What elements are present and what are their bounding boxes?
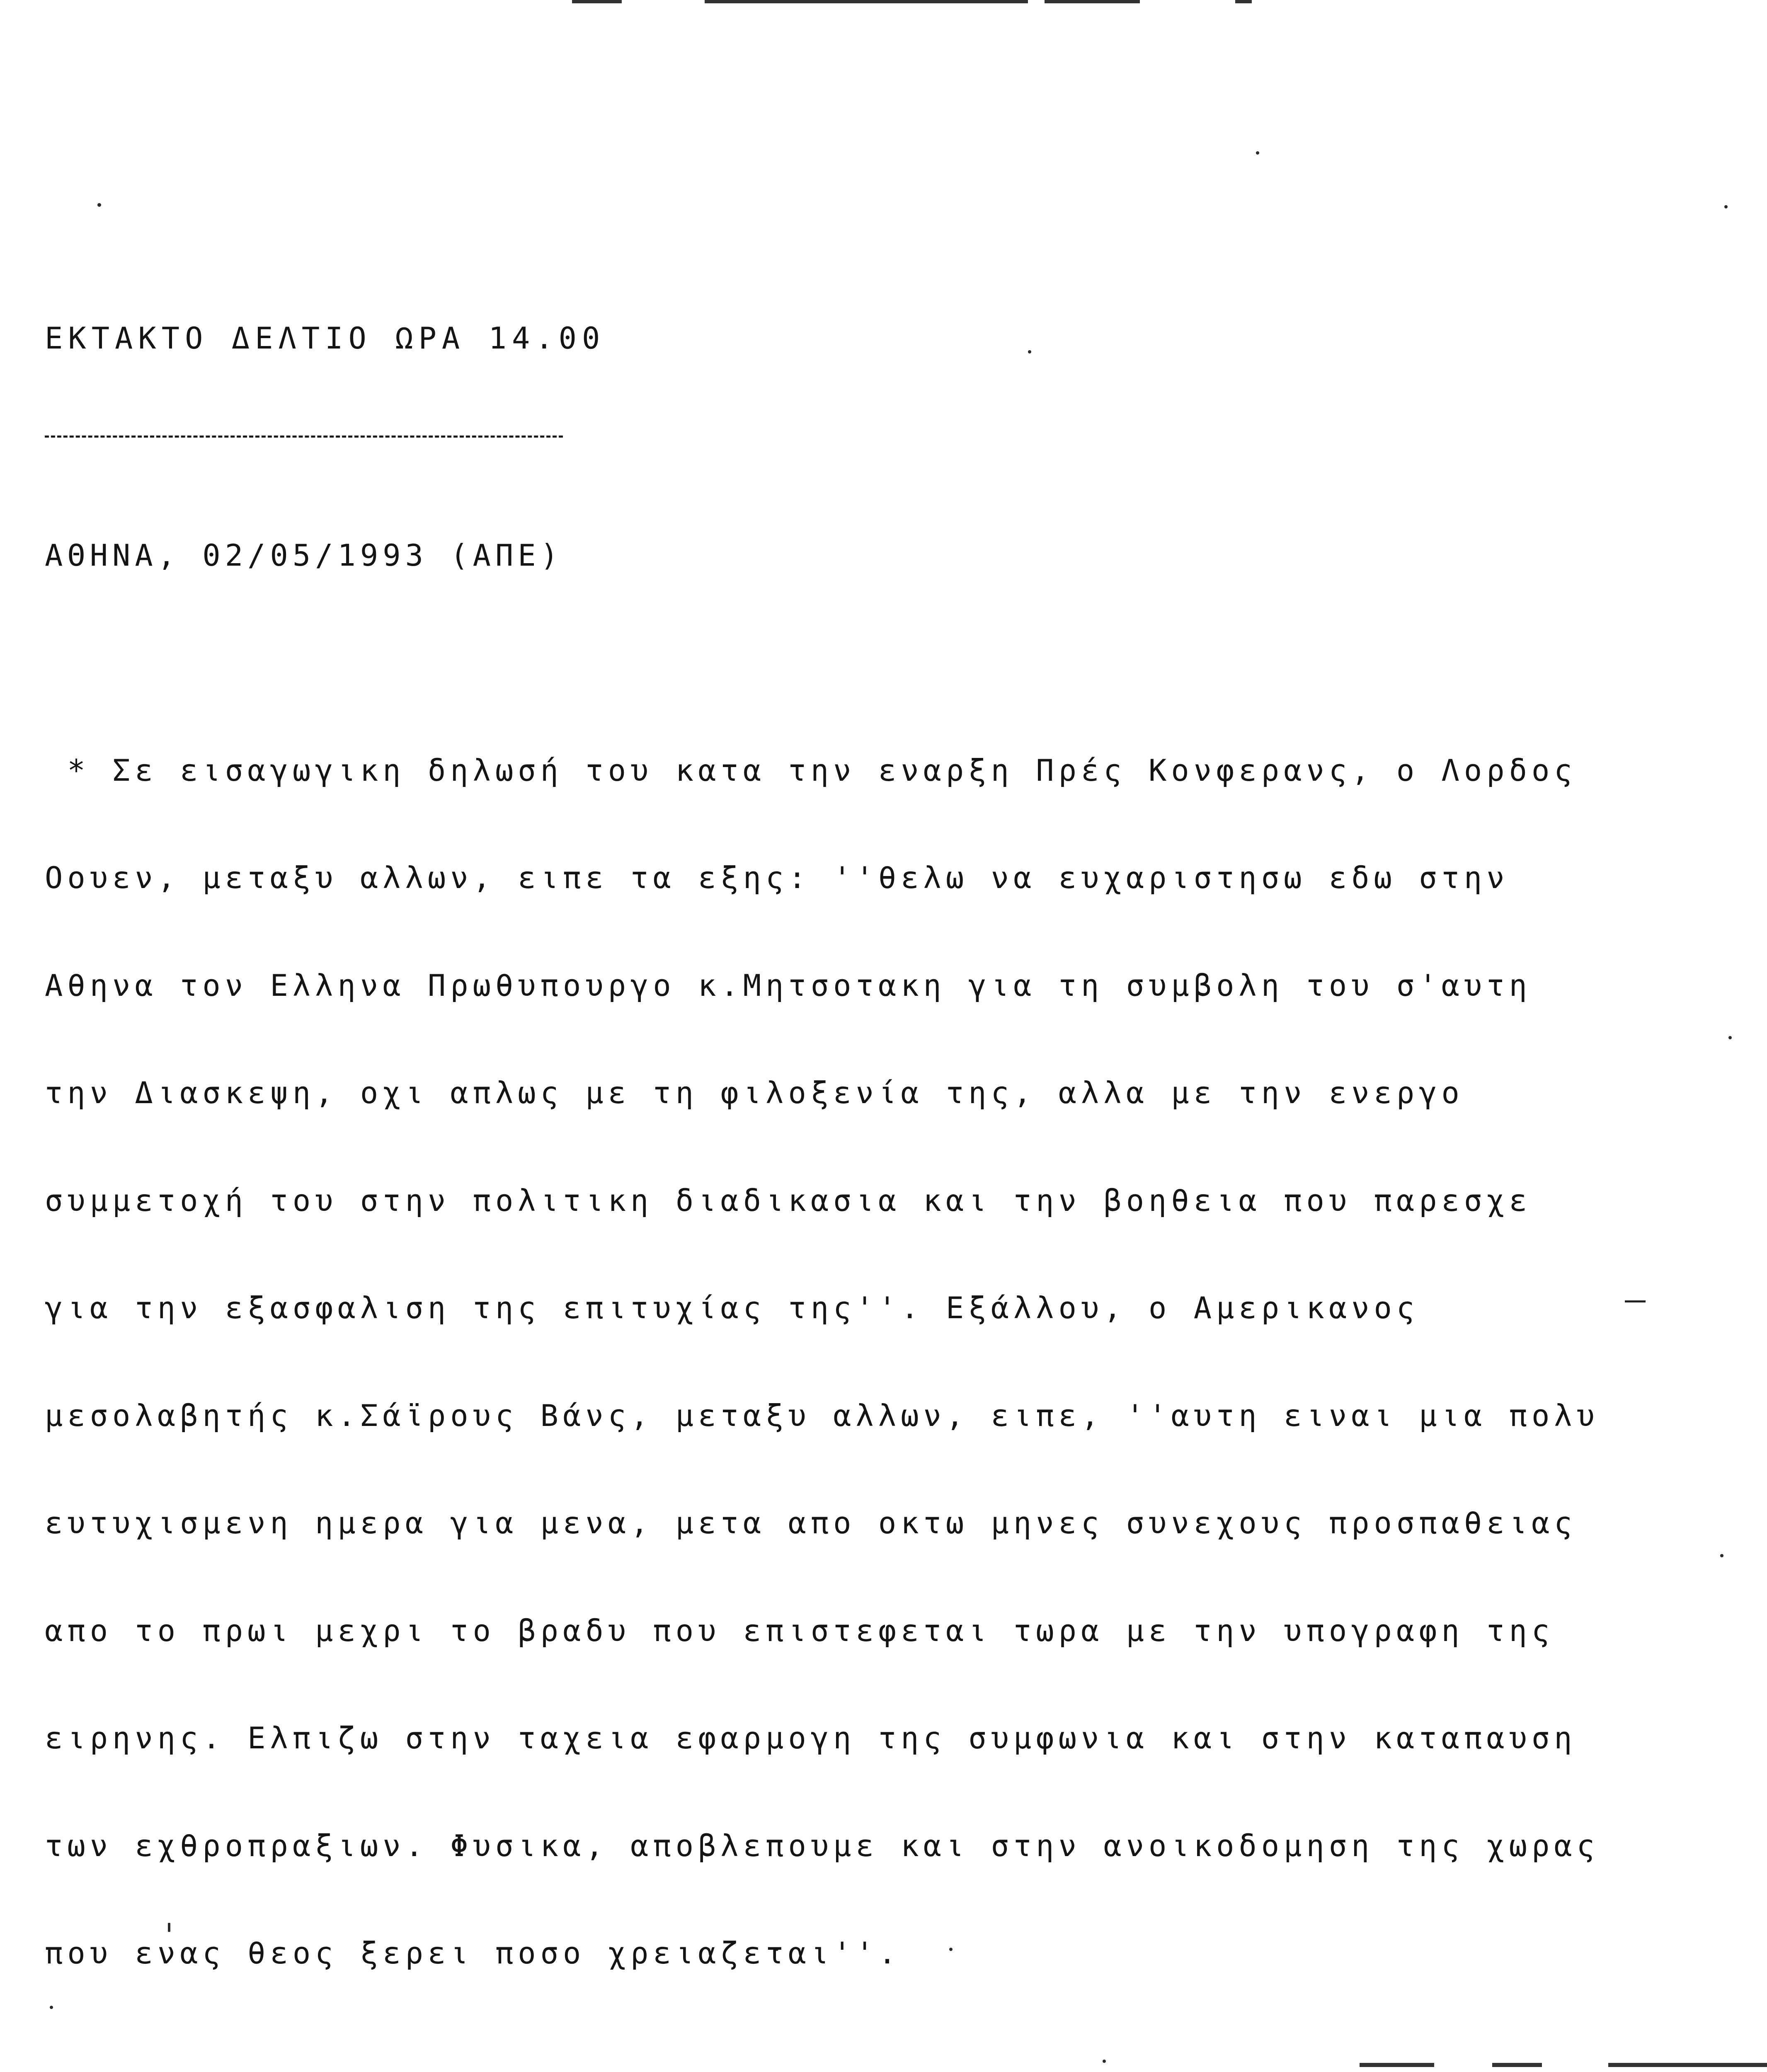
scan-speck [1720, 1554, 1723, 1557]
bulletin-title: ΕΚΤΑΚΤΟ ΔΕΛΤΙΟ ΩΡΑ 14.00 [45, 321, 606, 356]
scan-edge-top-4 [1235, 0, 1252, 3]
scan-edge-top-2 [705, 0, 1028, 3]
text-line: των εχθροπραξιων. Φυσικα, αποβλεπουμε και στην ανοικοδομηση της χωρας [45, 1828, 1599, 1863]
text-line: * Σε εισαγωγικη δηλωσή του κατα την εναρξη Πρές Κονφερανς, ο Λορδος [45, 753, 1577, 788]
title-underline [45, 436, 563, 454]
scan-speck [1728, 1036, 1732, 1039]
text-line: ευτυχισμενη ημερα για μενα, μετα απο οκτω μηνες συνεχους προσπαθειας [45, 1506, 1577, 1540]
scan-speck [97, 203, 101, 207]
scan-edge-bottom-3 [1608, 2063, 1767, 2067]
text-line: απο το πρωι μεχρι το βραδυ που επιστεφεται τωρα με την υπογραφη της [45, 1613, 1554, 1648]
text-line: την Διασκεψη, οχι απλως με τη φιλοξενία της, αλλα με την ενεργο [45, 1075, 1464, 1110]
scan-mark-dash [1625, 1300, 1646, 1302]
text-line: Αθηνα τον Ελληνα Πρωθυπουργο κ.Μητσοτακη για τη συμβολη του σ'αυτη [45, 968, 1532, 1003]
scan-edge-top-3 [1045, 0, 1140, 3]
dateline: ΑΘΗΝΑ, 02/05/1993 (ΑΠΕ) [45, 537, 563, 573]
scan-edge-top-1 [572, 0, 622, 3]
text-line: ειρηνης. Ελπιζω στην ταχεια εφαρμογη της συμφωνια και στην καταπαυση [45, 1721, 1577, 1755]
text-line: Οουεν, μεταξυ αλλων, ειπε τα εξης: ''θελω να ευχαριστησω εδω στην [45, 860, 1509, 895]
scan-speck [1256, 151, 1259, 155]
text-line: για την εξασφαλιση της επιτυχίας της''. Εξάλλου, ο Αμερικανος [45, 1290, 1419, 1325]
text-line: που ενας θεος ξερει ποσο χρειαζεται''. [45, 1936, 901, 1970]
text-line: μεσολαβητής κ.Σάϊρους Βάνς, μεταξυ αλλων, ειπε, ''αυτη ειναι μια πολυ [45, 1398, 1599, 1433]
news-bulletin [45, 249, 1599, 2072]
scan-speck [1724, 205, 1728, 208]
paragraph-opening-statements [45, 681, 1599, 2043]
text-line: συμμετοχή του στην πολιτικη διαδικασια και την βοηθεια που παρεσχε [45, 1183, 1532, 1218]
